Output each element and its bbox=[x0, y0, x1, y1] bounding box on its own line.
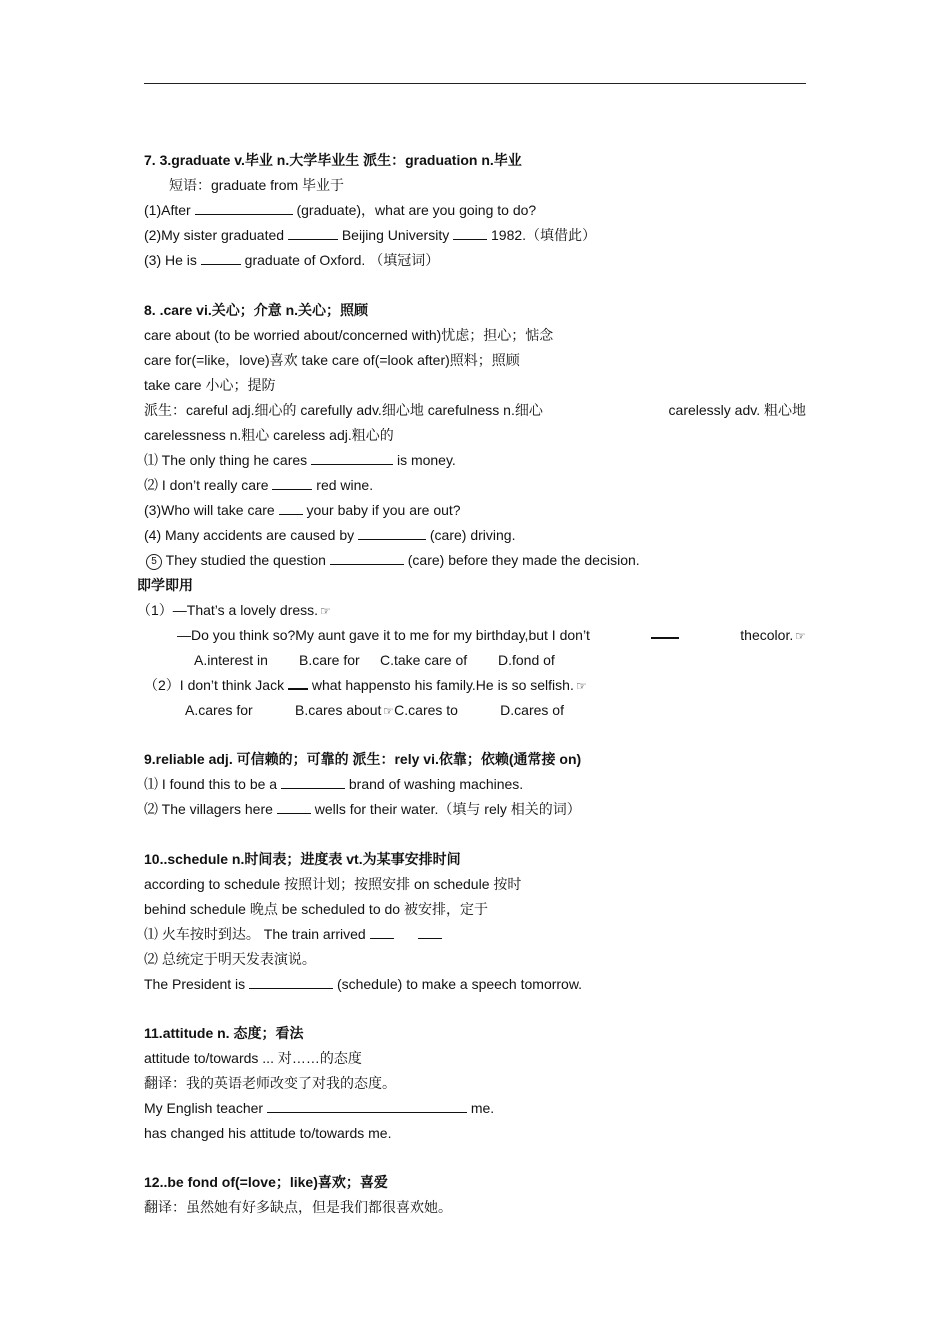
q-text: The villagers here bbox=[158, 801, 277, 817]
q-text: (1)After bbox=[144, 202, 195, 218]
q-text: I don’t think Jack bbox=[179, 677, 288, 693]
answer-blank[interactable] bbox=[358, 525, 426, 540]
answer-blank[interactable] bbox=[272, 475, 312, 490]
section-8-line-2: care for(=like，love)喜欢 take care of(=look after)照料；照顾 bbox=[144, 352, 520, 368]
section-10-question-3 bbox=[144, 972, 806, 996]
answer-blank[interactable] bbox=[201, 250, 241, 265]
question-number: ⑴ bbox=[144, 926, 158, 942]
question-number: ⑵ bbox=[144, 951, 158, 967]
q-text: me. bbox=[466, 1100, 495, 1116]
section-10-line-1: according to schedule 按照计划；按照安排 on schedule 按时 bbox=[144, 876, 522, 892]
q-text: My English teacher bbox=[144, 1100, 267, 1116]
answer-blank[interactable] bbox=[453, 225, 487, 240]
section-8-question-5 bbox=[146, 548, 808, 572]
answer-blank[interactable] bbox=[288, 225, 338, 240]
q-text: red wine. bbox=[312, 477, 374, 493]
option-c[interactable]: C.take care of bbox=[380, 652, 468, 668]
q-text: (2)My sister graduated bbox=[144, 227, 288, 243]
section-9-question-1 bbox=[144, 772, 806, 796]
q-text: (care) before they made the decision. bbox=[403, 552, 640, 568]
section-11-line-3 bbox=[144, 1096, 806, 1120]
circled-number: 5 bbox=[146, 554, 162, 570]
section-8-line-3: take care 小心；提防 bbox=[144, 377, 276, 393]
option-a[interactable]: A.interest in bbox=[194, 652, 268, 668]
section-7-question-2 bbox=[144, 223, 806, 247]
q-text: (3)Who will take care bbox=[144, 502, 279, 518]
answer-blank[interactable] bbox=[311, 450, 393, 465]
section-11-line-1: attitude to/towards ... 对……的态度 bbox=[144, 1050, 362, 1066]
q-text: wells for their water.（填与 rely 相关的词） bbox=[310, 801, 581, 817]
section-11-heading: 11.attitude n. 态度；看法 bbox=[144, 1025, 304, 1041]
option-c[interactable]: C.cares to bbox=[394, 702, 458, 718]
q-text: The President is bbox=[144, 976, 250, 992]
answer-blank[interactable] bbox=[651, 623, 679, 639]
q-text: thecolor. bbox=[740, 627, 794, 643]
section-9-question-2 bbox=[144, 797, 806, 821]
q-text: —Do you think so?My aunt gave it to me for my birthday,but I don’t bbox=[177, 627, 590, 643]
q-text: —That’s a lovely dress. bbox=[172, 602, 319, 618]
q-text: graduate of Oxford. （填冠词） bbox=[240, 252, 440, 268]
q-text: your baby if you are out? bbox=[302, 502, 461, 518]
section-8-question-2 bbox=[144, 473, 806, 497]
option-d[interactable]: D.cares of bbox=[500, 702, 564, 718]
option-a[interactable]: A.cares for bbox=[185, 702, 253, 718]
answer-blank[interactable] bbox=[370, 924, 394, 939]
q-text-end bbox=[740, 623, 806, 647]
question-number: ⑴ bbox=[144, 452, 158, 468]
q-text: Beijing University bbox=[337, 227, 454, 243]
section-9-heading: 9.reliable adj. 可信赖的；可靠的 派生：rely vi.依靠；依赖(通常接 on) bbox=[144, 751, 582, 767]
practice-2-line-1 bbox=[144, 673, 806, 697]
practice-1-line-1 bbox=[137, 598, 799, 622]
section-8-line-1: care about (to be worried about/concerned with)忧虑；担心；惦念 bbox=[144, 327, 554, 343]
section-7-question-3 bbox=[144, 248, 806, 272]
section-7-question-1 bbox=[144, 198, 806, 222]
section-11-line-2: 翻译：我的英语老师改变了对我的态度。 bbox=[144, 1075, 396, 1091]
option-b[interactable]: B.care for bbox=[299, 652, 360, 668]
q-text: 1982.（填借此） bbox=[487, 227, 597, 243]
practice-1-line-2 bbox=[177, 623, 806, 647]
q-text: 火车按时到达。 The train arrived bbox=[158, 926, 370, 942]
q-text: I found this to be a bbox=[158, 776, 281, 792]
quick-practice-heading: 即学即用 bbox=[137, 577, 193, 593]
section-12-line-1: 翻译：虽然她有好多缺点，但是我们都很喜欢她。 bbox=[144, 1199, 452, 1215]
section-8-line-5: carelessness n.粗心 careless adj.粗心的 bbox=[144, 427, 394, 443]
section-8-question-4 bbox=[144, 523, 806, 547]
q-text: brand of washing machines. bbox=[344, 776, 524, 792]
section-8-question-3 bbox=[144, 498, 806, 522]
section-8-question-1 bbox=[144, 448, 806, 472]
question-number: ⑴ bbox=[144, 776, 158, 792]
q-text: (graduate)，what are you going to do? bbox=[292, 202, 537, 218]
q-text: They studied the question bbox=[162, 552, 330, 568]
pointing-hand-icon: ☜ bbox=[320, 604, 331, 618]
q-text: what happensto his family.He is so selfish. bbox=[307, 677, 574, 693]
section-8-heading: 8. .care vi.关心；介意 n.关心；照顾 bbox=[144, 302, 369, 318]
derivatives-text: carelessly adv. 粗心地 bbox=[668, 402, 806, 418]
answer-blank[interactable] bbox=[288, 674, 308, 690]
section-7-heading: 7. 3.graduate v.毕业 n.大学毕业生 派生：graduation n.毕业 bbox=[144, 152, 522, 168]
question-number: （2） bbox=[144, 677, 180, 693]
q-text: (care) driving. bbox=[426, 527, 516, 543]
q-text: I don’t really care bbox=[158, 477, 273, 493]
pointing-hand-icon: ☜ bbox=[795, 629, 806, 643]
q-text: 总统定于明天发表演说。 bbox=[158, 951, 316, 967]
q-text: is money. bbox=[393, 452, 456, 468]
answer-blank[interactable] bbox=[281, 774, 345, 789]
question-number: （1） bbox=[137, 602, 173, 618]
pointing-hand-icon: ☜ bbox=[383, 704, 395, 718]
practice-1-options bbox=[194, 648, 856, 672]
section-10-line-2: behind schedule 晚点 be scheduled to do 被安排，定于 bbox=[144, 901, 488, 917]
section-8-line-4 bbox=[144, 398, 806, 422]
question-number: ⑵ bbox=[144, 801, 158, 817]
option-d[interactable]: D.fond of bbox=[498, 652, 555, 668]
section-10-heading: 10..schedule n.时间表；进度表 vt.为某事安排时间 bbox=[144, 851, 461, 867]
q-text: (4) Many accidents are caused by bbox=[144, 527, 358, 543]
answer-blank[interactable] bbox=[330, 550, 404, 565]
section-12-heading: 12..be fond of(=love；like)喜欢；喜爱 bbox=[144, 1174, 388, 1190]
answer-blank[interactable] bbox=[277, 799, 311, 814]
answer-blank[interactable] bbox=[195, 200, 293, 215]
answer-blank[interactable] bbox=[267, 1098, 467, 1113]
section-7-phrase: 短语：graduate from 毕业于 bbox=[169, 177, 345, 193]
section-11-line-4: has changed his attitude to/towards me. bbox=[144, 1125, 392, 1141]
answer-blank[interactable] bbox=[418, 924, 442, 939]
q-text: The only thing he cares bbox=[158, 452, 312, 468]
answer-blank[interactable] bbox=[249, 974, 333, 989]
section-10-question-2 bbox=[144, 947, 806, 971]
q-text: (schedule) to make a speech tomorrow. bbox=[333, 976, 583, 992]
section-10-question-1 bbox=[144, 922, 806, 946]
practice-2-options bbox=[185, 698, 847, 722]
option-b[interactable]: B.cares about bbox=[295, 702, 382, 718]
pointing-hand-icon: ☜ bbox=[575, 679, 587, 693]
question-number: ⑵ bbox=[144, 477, 158, 493]
q-text: (3) He is bbox=[144, 252, 201, 268]
derivatives-text: 派生：careful adj.细心的 carefully adv.细心地 carefulness n.细心 bbox=[144, 402, 543, 418]
answer-blank[interactable] bbox=[279, 500, 303, 515]
header-rule bbox=[144, 83, 806, 84]
